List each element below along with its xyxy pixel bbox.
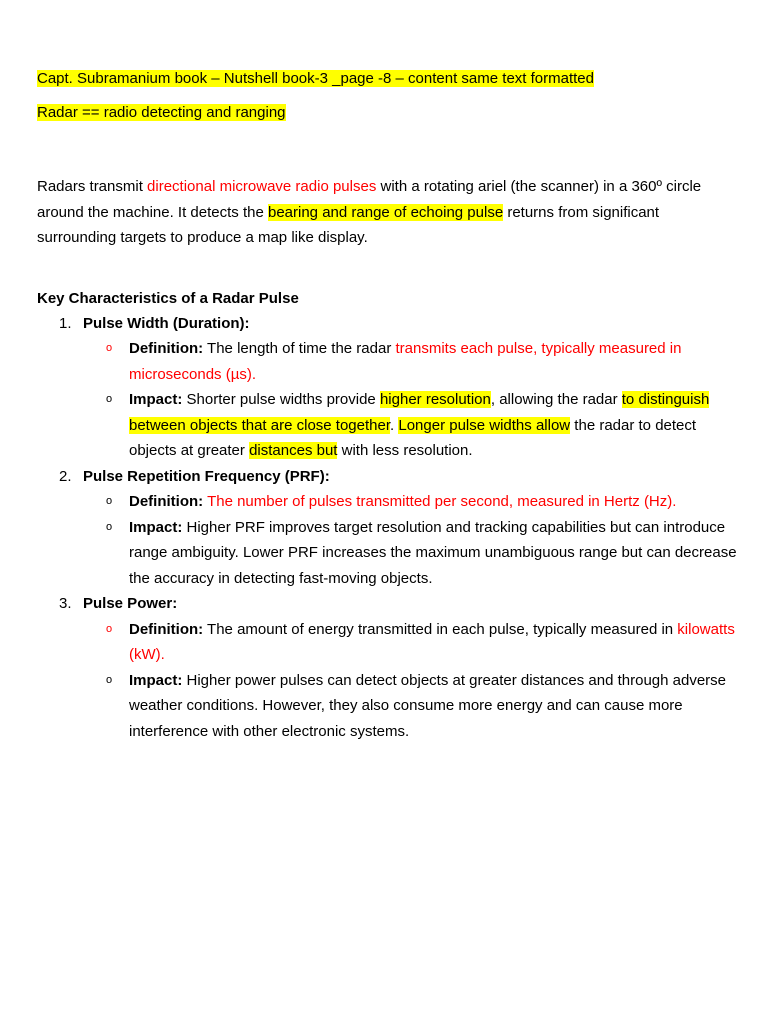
- highlighted-text: distances but: [249, 442, 338, 459]
- impact-text: with less resolution.: [337, 442, 473, 459]
- impact-label: Impact:: [129, 518, 183, 536]
- red-emphasis-text: The number of pulses transmitted per second, measured in Hertz (Hz).: [207, 493, 677, 510]
- sub-list: [83, 336, 737, 464]
- intro-text: Radars transmit: [37, 178, 148, 195]
- highlighted-text: higher resolution: [379, 391, 491, 408]
- red-emphasis-text: kilowatts (kW).: [129, 620, 735, 663]
- definition-text: The amount of energy transmitted in each pulse, typically measured in: [203, 620, 678, 638]
- highlighted-text: to distinguish between objects that are close together: [129, 391, 710, 434]
- impact-label: Impact:: [129, 391, 183, 408]
- intro-text: with a rotating ariel (the scanner) in a 360º circle around the machine. It detects the: [37, 178, 702, 221]
- document-page: [37, 66, 737, 744]
- red-emphasis-text: directional microwave radio pulses: [147, 178, 377, 195]
- bullet-icon: o: [106, 495, 113, 507]
- highlighted-text: Capt. Subramanium book – Nutshell book-3 _page -8 – content same text formatted: [37, 70, 594, 87]
- definition-point: [83, 336, 737, 387]
- impact-point: [83, 515, 737, 592]
- impact-point: [83, 668, 737, 745]
- sub-list: [83, 617, 737, 745]
- impact-text: the radar to detect objects at greater: [129, 416, 697, 459]
- impact-text: Higher power pulses can detect objects at greater distances and through adverse weather conditions. However, they also consume more energy and can cause more interference with other electronic systems.: [129, 671, 726, 740]
- bullet-icon: o: [106, 342, 113, 354]
- item-title: Pulse Width (Duration):: [83, 314, 250, 332]
- definition-point: [83, 489, 737, 515]
- intro-paragraph: [37, 174, 737, 251]
- definition-point: [83, 617, 737, 668]
- impact-text: .: [390, 416, 399, 434]
- definition-label: Definition:: [129, 340, 204, 357]
- characteristics-list: [37, 311, 737, 745]
- list-item: [37, 591, 737, 744]
- item-number: 3.: [59, 595, 72, 612]
- list-item: [37, 311, 737, 464]
- red-emphasis-text: transmits each pulse, typically measured in microseconds (µs).: [129, 340, 682, 383]
- impact-label: Impact:: [129, 671, 183, 689]
- item-title: Pulse Repetition Frequency (PRF):: [83, 467, 330, 485]
- item-number: 2.: [59, 467, 72, 485]
- impact-text: Shorter pulse widths provide: [182, 391, 380, 408]
- definition-text: The length of time the radar: [203, 340, 396, 357]
- item-number: 1.: [59, 314, 72, 332]
- bullet-icon: o: [106, 673, 113, 686]
- impact-text: Higher PRF improves target resolution and tracking capabilities but can introduce range ambiguity. Lower PRF increases the maximum unambiguous range but can decrease the accuracy in detecting fast-moving objects.: [129, 518, 737, 587]
- highlighted-text: Longer pulse widths allow: [398, 416, 571, 434]
- impact-point: [83, 387, 737, 464]
- source-note: [37, 66, 737, 91]
- definition-label: Definition:: [129, 493, 204, 510]
- sub-list: [83, 489, 737, 591]
- intro-text: returns from significant surrounding targets to produce a map like display.: [37, 203, 660, 246]
- bullet-icon: o: [106, 622, 113, 635]
- item-title: Pulse Power:: [83, 595, 178, 612]
- radar-definition-line: [37, 100, 737, 125]
- impact-text: , allowing the radar: [490, 391, 622, 408]
- section-heading: Key Characteristics of a Radar Pulse: [37, 289, 299, 307]
- bullet-icon: o: [106, 520, 113, 533]
- bullet-icon: o: [106, 393, 113, 405]
- definition-label: Definition:: [129, 620, 204, 638]
- list-item: [37, 464, 737, 592]
- highlighted-text: bearing and range of echoing pulse: [267, 203, 504, 221]
- highlighted-text: Radar == radio detecting and ranging: [37, 104, 286, 121]
